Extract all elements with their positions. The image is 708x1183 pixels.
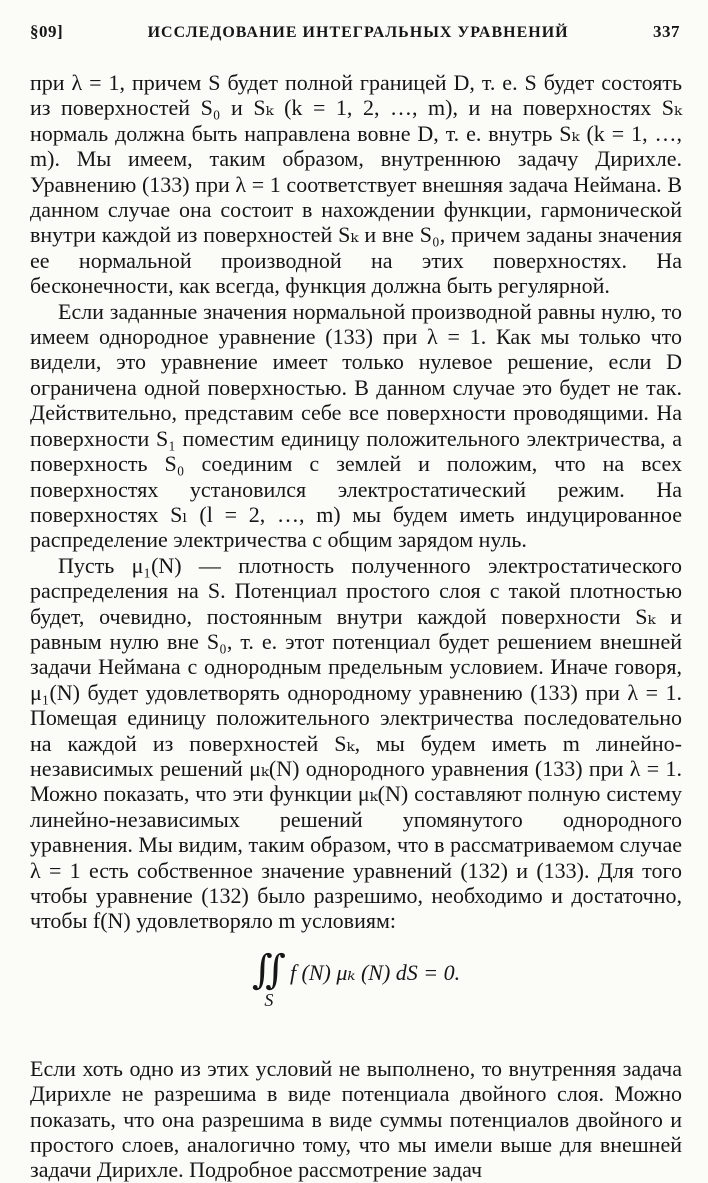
page-number: 337 — [653, 22, 680, 41]
running-head — [30, 22, 680, 42]
section-number: §09] — [30, 22, 64, 41]
integrand: f (N) μₖ (N) dS = 0. — [289, 959, 461, 985]
chapter-title: ИССЛЕДОВАНИЕ ИНТЕГРАЛЬНЫХ УРАВНЕНИЙ — [147, 24, 569, 41]
double-integral — [252, 948, 286, 1013]
integral-sign: ∬ — [251, 946, 286, 992]
body-text — [30, 70, 682, 1183]
integral-domain: S — [264, 989, 274, 1010]
paragraph-2: Если заданные значения нормальной производной равны нулю, то имеем однородное уравнение (133) при λ = 1. Как мы только что видели, это уравнение имеет только нулевое решение, если D ограничена одной поверхностью. В данном случае это будет не так. Действительно, представим себе все поверхности проводящими. На поверхности S₁ поместим единицу положительного электричества, а поверхность S₀ соединим с землей и положим, что на всех поверхностях установился электростатический режим. На поверхностях Sₗ (l = 2, …, m) мы будем иметь индуцированное распределение электричества с общим зарядом нуль. — [30, 298, 682, 553]
orthogonality-condition-formula — [30, 948, 682, 1036]
paragraph-4: Если хоть одно из этих условий не выполнено, то внутренняя задача Дирихле не разрешима в виде потенциала двойного слоя. Можно показать, что она разрешима в виде суммы потенциалов двойного и простого слоев, аналогично тому, что мы имели выше для внешней задачи Дирихле. Подробное рассмотрение задач — [30, 1055, 682, 1183]
paragraph-1: при λ = 1, причем S будет полной границей D, т. е. S будет состоять из поверхностей S₀ и Sₖ (k = 1, 2, …, m), и на поверхностях Sₖ нормаль должна быть направлена вовне D, т. е. внутрь Sₖ (k = 1, …, m). Мы имеем, таким образом, внутреннюю задачу Дирихле. Уравнению (133) при λ = 1 соответствует внешняя задача Неймана. В данном случае она состоит в нахождении функции, гармонической внутри каждой из поверхностей Sₖ и вне S₀, причем заданы значения ее нормальной производной на этих поверхностях. На бесконечности, как всегда, функция должна быть регулярной. — [30, 70, 682, 299]
paragraph-3: Пусть μ₁(N) — плотность полученного электростатического распределения на S. Потенциал простого слоя с такой плотностью будет, очевидно, постоянным внутри каждой поверхности Sₖ и равным нулю вне S₀, т. е. этот потенциал будет решением внешней задачи Неймана с однородным предельным условием. Иначе говоря, μ₁(N) будет удовлетворять однородному уравнению (133) при λ = 1. Помещая единицу положительного электричества последовательно на каждой из поверхностей Sₖ, мы будем иметь m линейно-независимых решений μₖ(N) однородного уравнения (133) при λ = 1. Можно показать, что эти функции μₖ(N) составляют полную систему линейно-независимых решений упомянутого однородного уравнения. Мы видим, таким образом, что в рассматриваемом случае λ = 1 есть собственное значение уравнений (132) и (133). Для того чтобы уравнение (132) было разрешимо, необходимо и достаточно, чтобы f(N) удовлетворяло m условиям: — [30, 552, 682, 934]
